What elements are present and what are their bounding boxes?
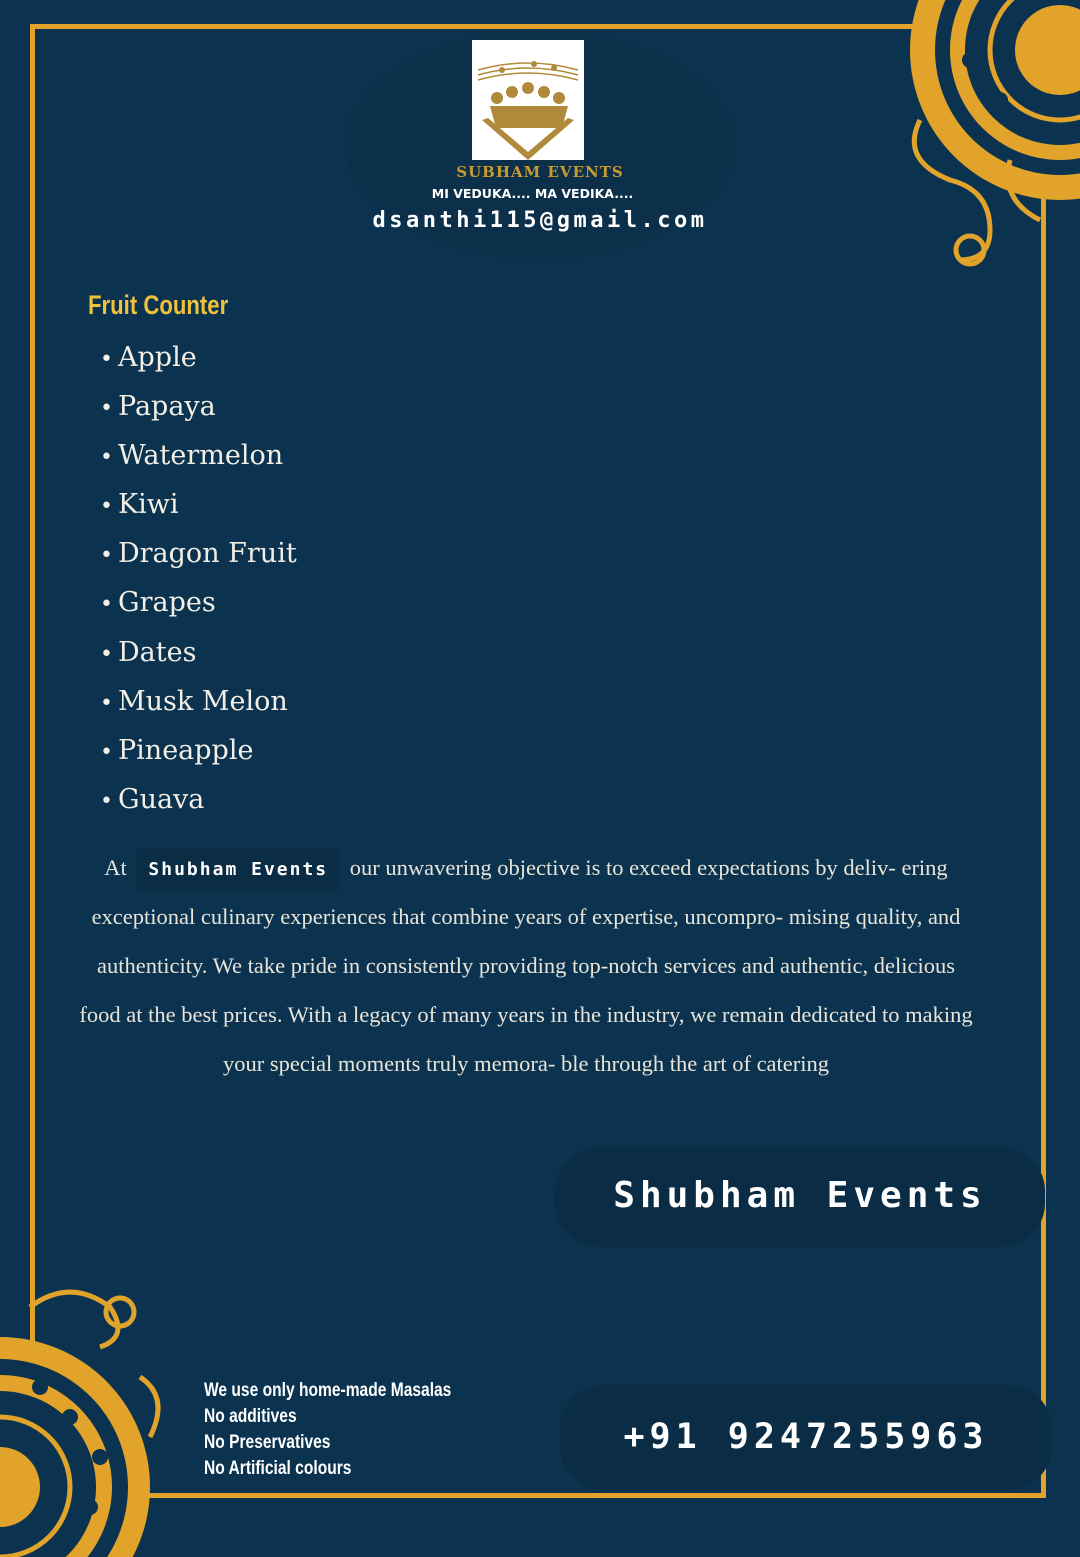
mandala-ornament-top-right xyxy=(860,0,1080,280)
list-item: No Preservatives xyxy=(204,1432,331,1453)
subham-events-logo xyxy=(472,40,584,160)
list-item: • Dates xyxy=(100,636,197,668)
brand-name: SUBHAM EVENTS xyxy=(456,163,624,181)
contact-email[interactable]: dsanthi115@gmail.com xyxy=(372,208,708,233)
list-item: • Musk Melon xyxy=(100,685,288,717)
quality-notes xyxy=(204,1378,506,1482)
phone-number[interactable]: +91 9247255963 xyxy=(623,1417,989,1457)
list-item: No Artificial colours xyxy=(204,1458,352,1479)
list-item: • Papaya xyxy=(100,391,216,423)
brand-badge xyxy=(555,1147,1045,1247)
list-item: • Kiwi xyxy=(100,489,179,521)
about-paragraph xyxy=(76,843,976,1088)
list-item: • Apple xyxy=(100,342,197,373)
about-prefix: At xyxy=(104,855,127,880)
list-item: • Watermelon xyxy=(100,440,284,472)
brand-badge-label: Shubham Events xyxy=(613,1175,987,1216)
list-item: • Pineapple xyxy=(100,734,254,766)
about-brand-badge: Shubham Events xyxy=(136,848,340,892)
phone-badge[interactable] xyxy=(560,1385,1052,1490)
mandala-ornament-bottom-left xyxy=(0,1257,190,1557)
list-item: • Guava xyxy=(100,783,205,815)
list-item: • Dragon Fruit xyxy=(100,538,297,570)
section-title: Fruit Counter xyxy=(88,290,229,320)
list-item: • Grapes xyxy=(100,587,216,619)
about-body: our unwavering objective is to exceed expectations by deliv- ering exceptional culinary experiences that combine years of expertise, uncompro- mising quality, and authenticity. We take pride in consistently providing top-notch services and authentic, delicious food at the best prices. With a legacy of many years in the industry, we remain dedicated to making your special moments truly memora- ble through the art of catering xyxy=(79,855,973,1076)
brand-tagline: MI VEDUKA.... MA VEDIKA.... xyxy=(431,186,634,201)
fruit-list xyxy=(100,338,297,829)
list-item: We use only home-made Masalas xyxy=(204,1380,452,1401)
list-item: No additives xyxy=(204,1406,297,1427)
